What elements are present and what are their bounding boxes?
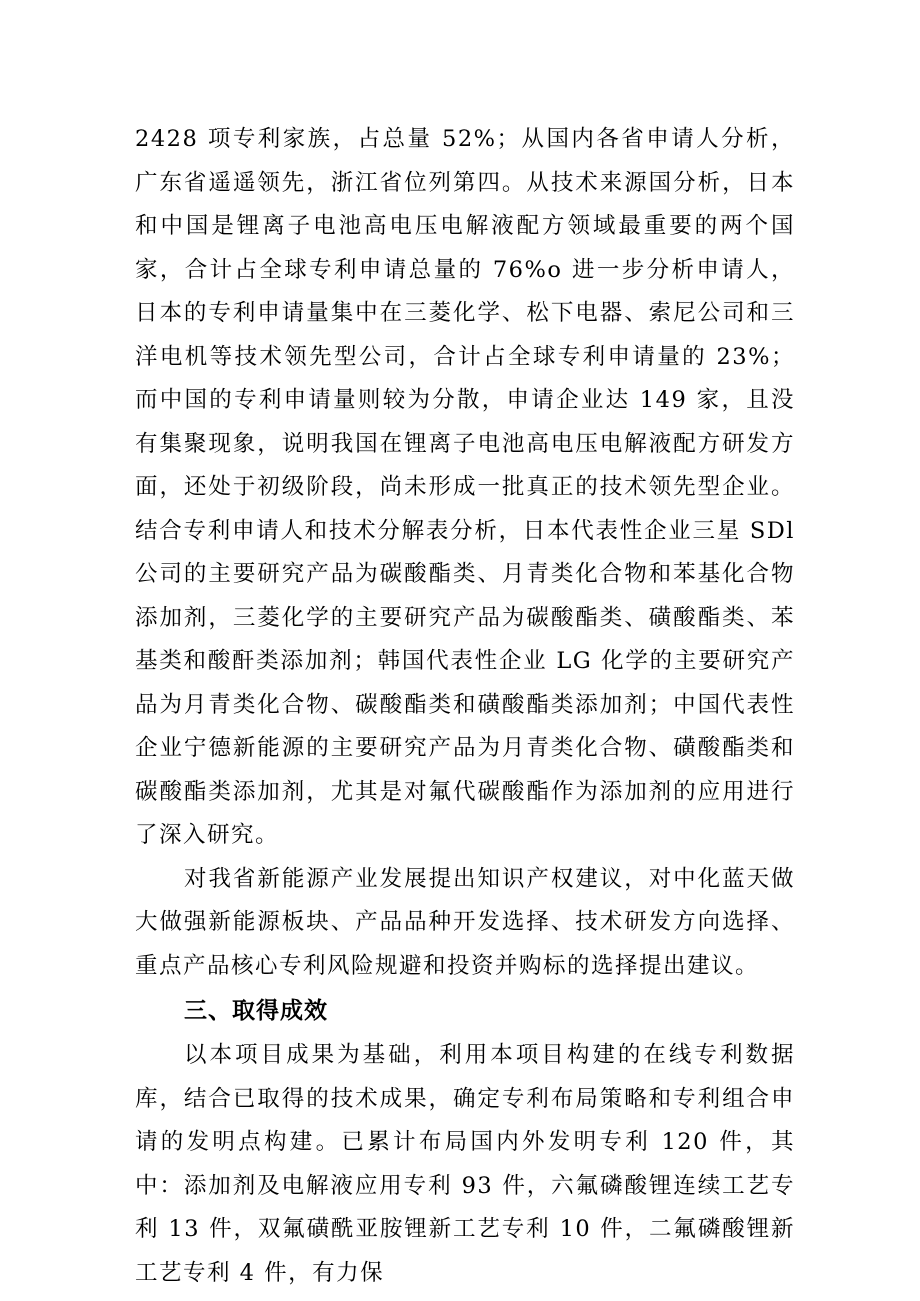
body-paragraph-2: 对我省新能源产业发展提出知识产权建议，对中化蓝天做大做强新能源板块、产品品种开发选择、技术研发方向选择、重点产品核心专利风险规避和投资并购标的选择提出建议。 [135, 865, 795, 979]
body-paragraph-1: 2428 项专利家族，占总量 52%；从国内各省申请人分析，广东省遥遥领先，浙江省位列第四。从技术来源国分析，日本和中国是锂离子电池高电压电解液配方领域最重要的两个国家，合计占全球专利申请总量的 76%o 进一步分析申请人，日本的专利申请量集中在三菱化学、松下电器、索尼公司和三洋电机等技术领先型公司，合计占全球专利申请量的 23%；而中国的专利申请量则较为分散，申请企业达 149 家，且没有集聚现象，说明我国在锂离子电池高电压电解液配方研发方面，还处于初级阶段，尚未形成一批真正的技术领先型企业。结合专利申请人和技术分解表分析，日本代表性企业三星 SDl 公司的主要研究产品为碳酸酯类、月青类化合物和苯基化合物添加剂，三菱化学的主要研究产品为碳酸酯类、磺酸酯类、苯基类和酸酐类添加剂；韩国代表性企业 LG 化学的主要研究产品为月青类化合物、碳酸酯类和磺酸酯类添加剂；中国代表性企业宁德新能源的主要研究产品为月青类化合物、磺酸酯类和碳酸酯类添加剂，尤其是对氟代碳酸酯作为添加剂的应用进行了深入研究。 [135, 126, 795, 848]
body-paragraph-3: 以本项目成果为基础，利用本项目构建的在线专利数据库，结合已取得的技术成果，确定专利布局策略和专利组合申请的发明点构建。已累计布局国内外发明专利 120 件，其中：添加剂及电解液应用专利 93 件，六氟磷酸锂连续工艺专利 13 件，双氟磺酰亚胺锂新工艺专利 10 件，二氟磷酸锂新工艺专利 4 件，有力保 [135, 1042, 795, 1286]
document-page [135, 118, 795, 1295]
section-heading: 三、取得成效 [184, 998, 328, 1024]
